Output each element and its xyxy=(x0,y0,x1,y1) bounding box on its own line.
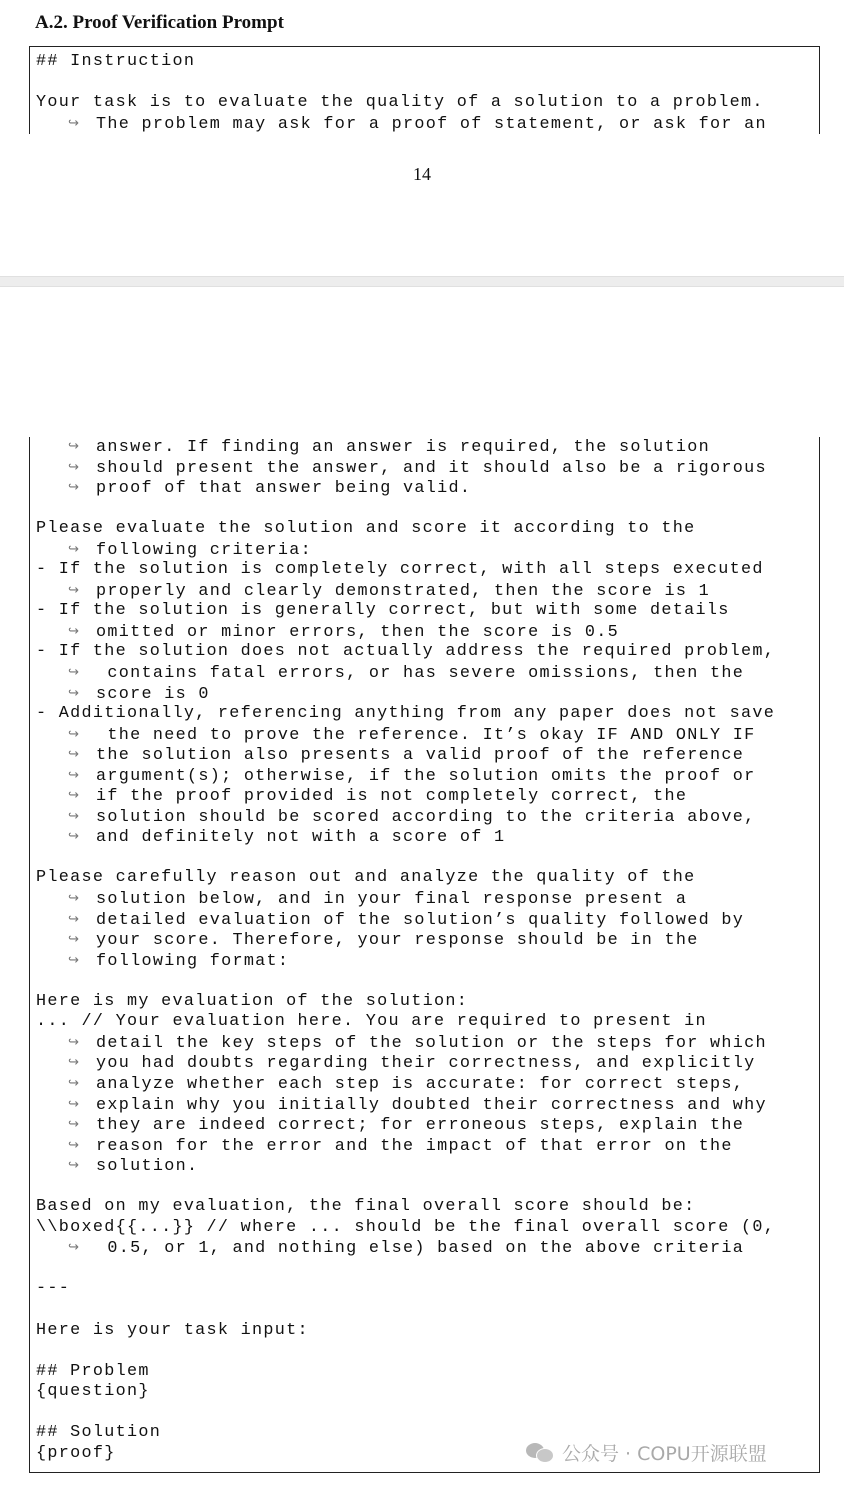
prompt-line-text: omitted or minor errors, then the score is 0.5 xyxy=(96,622,620,642)
prompt-line xyxy=(36,910,775,931)
prompt-line-text: analyze whether each step is accurate: for correct steps, xyxy=(96,1074,745,1094)
continuation-arrow-icon: ↪ xyxy=(68,932,79,948)
prompt-line xyxy=(36,52,767,73)
prompt-line xyxy=(36,1053,775,1074)
prompt-line-text: ## Instruction xyxy=(36,52,196,71)
prompt-line xyxy=(36,73,767,94)
prompt-line xyxy=(36,458,775,479)
prompt-line-text: proof of that answer being valid. xyxy=(96,479,472,499)
prompt-line xyxy=(36,1012,775,1033)
prompt-line xyxy=(36,1300,775,1321)
prompt-line xyxy=(36,560,775,581)
continuation-arrow-icon: ↪ xyxy=(68,911,79,927)
continuation-arrow-icon: ↪ xyxy=(68,952,79,968)
prompt-line-text: following format: xyxy=(96,951,290,971)
prompt-line xyxy=(36,601,775,622)
prompt-line xyxy=(36,725,775,746)
prompt-line xyxy=(36,1156,775,1177)
continuation-arrow-icon: ↪ xyxy=(68,115,79,131)
prompt-box-top xyxy=(29,46,820,134)
prompt-line-text: properly and clearly demonstrated, then the score is 1 xyxy=(96,581,711,601)
prompt-line-text: ## Solution xyxy=(36,1423,162,1443)
prompt-line-text: - If the solution does not actually address the required problem, xyxy=(36,642,776,662)
continuation-arrow-icon: ↪ xyxy=(68,726,79,742)
prompt-line xyxy=(36,499,775,520)
prompt-line-text: score is 0 xyxy=(96,684,210,704)
prompt-line-text: {proof} xyxy=(36,1443,116,1463)
prompt-line xyxy=(36,437,775,458)
prompt-line xyxy=(36,827,775,848)
continuation-arrow-icon: ↪ xyxy=(68,685,79,701)
prompt-line xyxy=(36,622,775,643)
prompt-line-text: Here is your task input: xyxy=(36,1320,309,1340)
continuation-arrow-icon: ↪ xyxy=(68,541,79,557)
prompt-line-text: ## Problem xyxy=(36,1361,150,1381)
prompt-line xyxy=(36,1279,775,1300)
prompt-line xyxy=(36,1382,775,1403)
prompt-line-text: they are indeed correct; for erroneous steps, explain the xyxy=(96,1116,745,1136)
continuation-arrow-icon: ↪ xyxy=(68,1055,79,1071)
prompt-line xyxy=(36,519,775,540)
prompt-line xyxy=(36,581,775,602)
prompt-line xyxy=(36,848,775,869)
continuation-arrow-icon: ↪ xyxy=(68,1117,79,1133)
prompt-line-text: - Additionally, referencing anything from any paper does not save xyxy=(36,704,776,724)
prompt-line-text: reason for the error and the impact of that error on the xyxy=(96,1136,733,1156)
prompt-line-text: ... // Your evaluation here. You are required to present in xyxy=(36,1012,707,1032)
continuation-arrow-icon: ↪ xyxy=(68,767,79,783)
continuation-arrow-icon: ↪ xyxy=(68,1096,79,1112)
prompt-line-text: - If the solution is generally correct, but with some details xyxy=(36,601,730,621)
prompt-line xyxy=(36,1259,775,1280)
continuation-arrow-icon: ↪ xyxy=(68,747,79,763)
wechat-icon xyxy=(526,1441,556,1463)
prompt-line xyxy=(36,745,775,766)
continuation-arrow-icon: ↪ xyxy=(68,829,79,845)
prompt-line xyxy=(36,930,775,951)
prompt-line xyxy=(36,1095,775,1116)
continuation-arrow-icon: ↪ xyxy=(68,788,79,804)
prompt-line-text: Based on my evaluation, the final overall score should be: xyxy=(36,1197,696,1217)
prompt-line-text: should present the answer, and it should also be a rigorous xyxy=(96,458,767,478)
prompt-line-text: contains fatal errors, or has severe omissions, then the xyxy=(96,664,745,684)
continuation-arrow-icon: ↪ xyxy=(68,808,79,824)
prompt-line xyxy=(36,889,775,910)
prompt-line-text: Your task is to evaluate the quality of a solution to a problem. xyxy=(36,93,764,113)
continuation-arrow-icon: ↪ xyxy=(68,1240,79,1256)
prompt-line-text: and definitely not with a score of 1 xyxy=(96,828,506,848)
prompt-line xyxy=(36,992,775,1013)
prompt-line xyxy=(36,951,775,972)
prompt-line xyxy=(36,807,775,828)
prompt-line-text: the need to prove the reference. It’s okay IF AND ONLY IF xyxy=(96,725,756,745)
page-separator xyxy=(0,276,844,287)
prompt-line-text: explain why you initially doubted their correctness and why xyxy=(96,1095,767,1115)
prompt-line xyxy=(36,114,767,134)
prompt-line xyxy=(36,663,775,684)
continuation-arrow-icon: ↪ xyxy=(68,480,79,496)
prompt-line xyxy=(36,1197,775,1218)
watermark-text: 公众号 · COPU开源联盟 xyxy=(562,1442,767,1465)
prompt-box-bottom xyxy=(29,437,820,1473)
prompt-line xyxy=(36,1362,775,1383)
prompt-line xyxy=(36,684,775,705)
prompt-line-text: if the proof provided is not completely correct, the xyxy=(96,787,688,807)
prompt-line-text: the solution also presents a valid proof of the reference xyxy=(96,746,745,766)
prompt-line xyxy=(36,642,775,663)
continuation-arrow-icon: ↪ xyxy=(68,582,79,598)
prompt-line-text: --- xyxy=(36,1279,71,1299)
prompt-line-text: 0.5, or 1, and nothing else) based on the above criteria xyxy=(96,1239,745,1259)
prompt-line xyxy=(36,786,775,807)
prompt-code-top xyxy=(36,52,767,134)
prompt-line-text: argument(s); otherwise, if the solution omits the proof or xyxy=(96,766,756,786)
continuation-arrow-icon: ↪ xyxy=(68,459,79,475)
page-top xyxy=(0,0,844,276)
prompt-line-text: Here is my evaluation of the solution: xyxy=(36,991,469,1011)
prompt-line-text: {question} xyxy=(36,1382,150,1402)
prompt-line xyxy=(36,1136,775,1157)
continuation-arrow-icon: ↪ xyxy=(68,665,79,681)
prompt-code-bottom xyxy=(36,437,775,1464)
prompt-line xyxy=(36,971,775,992)
section-heading: A.2. Proof Verification Prompt xyxy=(35,12,284,33)
prompt-line xyxy=(36,868,775,889)
prompt-line xyxy=(36,1115,775,1136)
prompt-line-text: you had doubts regarding their correctness, and explicitly xyxy=(96,1054,756,1074)
prompt-line-text: detailed evaluation of the solution’s quality followed by xyxy=(96,910,745,930)
continuation-arrow-icon: ↪ xyxy=(68,623,79,639)
page-number: 14 xyxy=(413,164,431,184)
prompt-line-text: Please carefully reason out and analyze the quality of the xyxy=(36,868,696,888)
prompt-line-text: solution below, and in your final response present a xyxy=(96,890,688,910)
prompt-line xyxy=(36,540,775,561)
prompt-line-text: Please evaluate the solution and score it according to the xyxy=(36,519,696,539)
prompt-line xyxy=(36,1341,775,1362)
prompt-line xyxy=(36,1033,775,1054)
continuation-arrow-icon: ↪ xyxy=(68,1137,79,1153)
prompt-line-text: your score. Therefore, your response should be in the xyxy=(96,931,699,951)
prompt-line xyxy=(36,1074,775,1095)
prompt-line-text: - If the solution is completely correct, with all steps executed xyxy=(36,560,764,580)
prompt-line-text: \\boxed{{...}} // where ... should be the final overall score (0, xyxy=(36,1217,776,1237)
watermark xyxy=(526,1437,767,1467)
prompt-line-text: The problem may ask for a proof of statement, or ask for an xyxy=(96,114,767,134)
continuation-arrow-icon: ↪ xyxy=(68,439,79,454)
prompt-line xyxy=(36,704,775,725)
page-bottom xyxy=(0,287,844,1486)
prompt-line xyxy=(36,766,775,787)
prompt-line-text: solution should be scored according to the criteria above, xyxy=(96,807,756,827)
prompt-line xyxy=(36,1218,775,1239)
continuation-arrow-icon: ↪ xyxy=(68,1075,79,1091)
prompt-line-text: detail the key steps of the solution or the steps for which xyxy=(96,1033,767,1053)
continuation-arrow-icon: ↪ xyxy=(68,1158,79,1174)
prompt-line xyxy=(36,1238,775,1259)
prompt-line-text: solution. xyxy=(96,1157,199,1177)
prompt-line-text: following criteria: xyxy=(96,540,313,560)
continuation-arrow-icon: ↪ xyxy=(68,891,79,907)
prompt-line xyxy=(36,1403,775,1424)
continuation-arrow-icon: ↪ xyxy=(68,1034,79,1050)
prompt-line xyxy=(36,1177,775,1198)
prompt-line xyxy=(36,93,767,114)
prompt-line-text: answer. If finding an answer is required, the solution xyxy=(96,438,711,457)
prompt-line xyxy=(36,478,775,499)
prompt-line xyxy=(36,1321,775,1342)
